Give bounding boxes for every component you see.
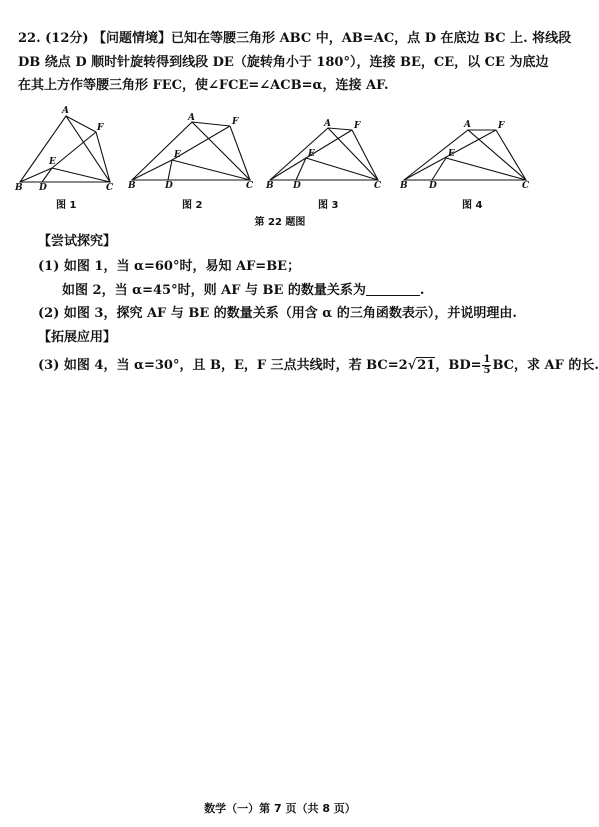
radicand: 21 xyxy=(417,358,436,373)
label-c-fig3: C xyxy=(374,181,382,191)
label-e-fig1: E xyxy=(49,157,56,167)
figure-3 xyxy=(270,128,378,180)
problem-line-1: 22. (12分) 【问题情境】已知在等腰三角形 ABC 中，AB=AC，点 D 在底边 BC 上. 将线段 xyxy=(18,31,572,46)
fraction-denominator: 5 xyxy=(483,365,491,376)
figure-1-label: 图 1 xyxy=(56,200,77,211)
label-f-fig1: F xyxy=(97,123,104,133)
problem-line-3: 在其上方作等腰三角形 FEC，使∠FCE=∠ACB=α，连接 AF. xyxy=(18,78,389,93)
label-b-fig4: B xyxy=(400,181,408,191)
figure-4-label: 图 4 xyxy=(462,200,483,211)
question-3-text: (3) 如图 4，当 α=30°，且 B，E，F 三点共线时，若 BC=2 xyxy=(38,358,408,373)
extend-header: 【拓展应用】 xyxy=(38,330,117,345)
figure-2 xyxy=(132,122,250,180)
label-d-fig3: D xyxy=(293,181,301,191)
question-3-mid: ，BD= xyxy=(435,358,482,373)
question-1a: (1) 如图 1，当 α=60°时，易知 AF=BE； xyxy=(38,259,301,274)
label-b-fig3: B xyxy=(266,181,274,191)
label-c-fig2: C xyxy=(246,181,254,191)
label-c-fig1: C xyxy=(106,183,114,193)
sqrt-sign: √ xyxy=(407,358,417,373)
label-a-fig2: A xyxy=(188,113,195,123)
label-f-fig3: F xyxy=(354,121,361,131)
figure-3-label: 图 3 xyxy=(318,200,339,211)
explore-header: 【尝试探究】 xyxy=(38,234,117,249)
question-3-end: BC，求 AF 的长. xyxy=(492,358,599,373)
figure-caption: 第 22 题图 xyxy=(254,217,306,228)
label-d-fig1: D xyxy=(39,183,47,193)
label-e-fig4: E xyxy=(448,149,455,159)
question-1b-end: . xyxy=(419,283,425,298)
page-footer: 数学（一）第 7 页（共 8 页） xyxy=(204,802,356,815)
label-e-fig3: E xyxy=(308,149,315,159)
question-1b xyxy=(62,282,424,300)
label-a-fig4: A xyxy=(464,120,471,130)
fraction-one-fifth xyxy=(482,355,491,376)
label-a-fig3: A xyxy=(324,119,331,129)
question-2: (2) 如图 3，探究 AF 与 BE 的数量关系（用含 α 的三角函数表示），并说明理由. xyxy=(38,306,517,321)
label-b-fig1: B xyxy=(15,183,23,193)
label-c-fig4: C xyxy=(522,181,530,191)
problem-line-2: DB 绕点 D 顺时针旋转得到线段 DE（旋转角小于 180°），连接 BE，CE，以 CE 为底边 xyxy=(18,55,549,70)
label-d-fig2: D xyxy=(165,181,173,191)
label-b-fig2: B xyxy=(128,181,136,191)
answer-blank[interactable] xyxy=(366,283,420,296)
fraction-numerator: 1 xyxy=(483,354,491,365)
figure-4 xyxy=(404,130,526,180)
label-a-fig1: A xyxy=(62,106,69,116)
label-e-fig2: E xyxy=(174,150,181,160)
question-1b-text: 如图 2，当 α=45°时，则 AF 与 BE 的数量关系为 xyxy=(62,283,366,298)
label-f-fig2: F xyxy=(232,117,239,127)
question-3 xyxy=(38,355,599,376)
figure-2-label: 图 2 xyxy=(182,200,203,211)
label-f-fig4: F xyxy=(498,121,505,131)
label-d-fig4: D xyxy=(429,181,437,191)
